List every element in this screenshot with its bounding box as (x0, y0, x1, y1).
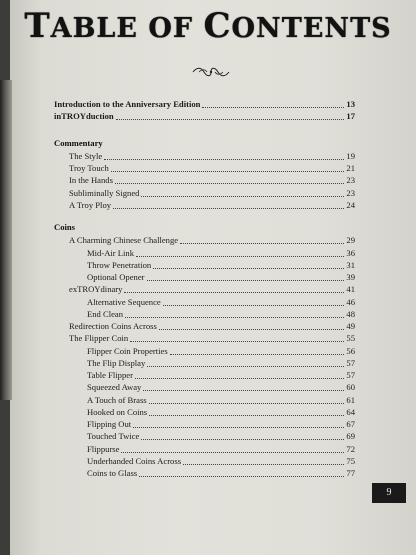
toc-entry[interactable] (87, 382, 355, 393)
toc-entry-title: inTROYduction (54, 111, 114, 122)
dot-leader (159, 328, 345, 330)
toc-entry-page: 49 (346, 321, 355, 331)
toc-entry-title: Flippurse (87, 443, 120, 454)
section-heading: Commentary (54, 137, 103, 148)
toc-entry-page: 13 (346, 99, 355, 109)
toc-entry[interactable] (69, 200, 355, 211)
dot-leader (153, 267, 344, 269)
toc-entry[interactable] (87, 431, 355, 442)
toc-entry[interactable] (87, 395, 355, 406)
toc-entry-page: 55 (346, 333, 355, 344)
toc-entry[interactable] (69, 235, 355, 246)
toc-entry-title: Alternative Sequence (87, 296, 161, 307)
toc-entry[interactable] (87, 456, 355, 467)
dot-leader (149, 414, 344, 416)
dot-leader (147, 279, 345, 281)
toc-entry-title: Flipping Out (87, 419, 132, 429)
toc-entry-title: A Charming Chinese Challenge (69, 235, 179, 246)
toc-entry-title: Redirection Coins Across (69, 321, 157, 331)
toc-entry-page: 60 (346, 382, 355, 393)
toc-entry-title: The Flip Display (87, 357, 146, 368)
toc-entry-page: 57 (346, 357, 355, 368)
toc-entry-page: 56 (346, 345, 355, 356)
dot-leader (133, 426, 344, 428)
dot-leader (139, 475, 344, 477)
toc-entry-title: exTROYdinary (69, 284, 123, 295)
toc-entry-title: Squeezed Away (87, 382, 142, 393)
toc-entry-page: 46 (346, 296, 355, 307)
dot-leader (163, 304, 345, 306)
toc-entry-title: Throw Penetration (87, 259, 152, 270)
toc-entry[interactable] (87, 358, 355, 369)
dot-leader (141, 438, 344, 440)
toc-entry[interactable] (87, 260, 355, 271)
toc-entry[interactable] (69, 284, 355, 295)
toc-entry-page: 64 (346, 406, 355, 417)
toc-entry-page: 72 (346, 443, 355, 454)
toc-entry[interactable] (54, 99, 355, 110)
toc-entry-page: 23 (346, 187, 355, 198)
dot-leader (124, 291, 344, 293)
dot-leader (125, 316, 344, 318)
toc-entry-title: A Touch of Brass (87, 394, 147, 405)
toc-entry-page: 67 (346, 419, 355, 429)
toc-entry-title: The Flipper Coin (69, 333, 129, 344)
toc-entry-page: 29 (346, 235, 355, 246)
toc-entry[interactable] (87, 248, 355, 259)
dot-leader (115, 182, 344, 184)
toc-entry-title: Table Flipper (87, 370, 133, 380)
toc-entry-page: 61 (346, 394, 355, 405)
toc-entry[interactable] (87, 444, 355, 455)
toc-entry[interactable] (87, 419, 355, 430)
dot-leader (135, 377, 344, 379)
toc-entry-title: Underhanded Coins Across (87, 455, 182, 466)
toc-entry[interactable] (87, 309, 355, 320)
toc-entry-title: Hooked on Coins (87, 406, 148, 417)
dot-leader (136, 255, 344, 257)
toc-entry[interactable] (87, 407, 355, 418)
dot-leader (170, 353, 345, 355)
page-number: 9 (372, 483, 406, 503)
toc-entry[interactable] (87, 297, 355, 308)
toc-entry-page: 23 (346, 175, 355, 186)
dot-leader (121, 451, 344, 453)
toc-entry-title: A Troy Ploy (69, 199, 112, 210)
toc-entry[interactable] (69, 175, 355, 186)
toc-entry-page: 24 (346, 199, 355, 210)
toc-entry[interactable] (87, 272, 355, 283)
toc-entry[interactable] (69, 321, 355, 332)
toc-entry-title: Mid-Air Link (87, 247, 135, 258)
toc-entry[interactable] (69, 188, 355, 199)
toc-entry-title: Touched Twice (87, 431, 140, 442)
toc-entry-title: Flipper Coin Properties (87, 345, 168, 356)
toc-entry[interactable] (69, 151, 355, 162)
toc-entry-title: Troy Touch (69, 163, 109, 173)
toc-entry-page: 75 (346, 455, 355, 466)
dot-leader (116, 118, 345, 120)
toc-entry-page: 77 (346, 468, 355, 478)
toc-entry-page: 48 (346, 308, 355, 319)
toc-entry[interactable] (87, 370, 355, 381)
toc-entry-title: Subliminally Signed (69, 187, 140, 198)
toc-entry-page: 17 (346, 111, 355, 122)
toc-entry-page: 57 (346, 370, 355, 380)
toc-entry-title: End Clean (87, 308, 124, 319)
toc-entry-page: 69 (346, 431, 355, 442)
toc-entry-title: Introduction to the Anniversary Edition (54, 99, 201, 109)
toc-entry-page: 31 (346, 259, 355, 270)
section-heading: Coins (54, 222, 76, 232)
toc-entry-title: The Style (69, 150, 103, 161)
toc-entry[interactable] (54, 111, 355, 122)
toc-entry-page: 21 (346, 163, 355, 173)
dot-leader (113, 207, 344, 209)
dot-leader (143, 389, 344, 391)
page-title: TABLE OF CONTENTS (24, 6, 392, 46)
dot-leader (147, 365, 344, 367)
dot-leader (183, 463, 344, 465)
toc-entry-page: 36 (346, 247, 355, 258)
dot-leader (149, 402, 345, 404)
dot-leader (202, 106, 344, 108)
dot-leader (104, 158, 344, 160)
dot-leader (130, 340, 344, 342)
dot-leader (180, 242, 344, 244)
toc-entry-page: 19 (346, 150, 355, 161)
dot-leader (141, 195, 344, 197)
toc-entry[interactable] (69, 333, 355, 344)
toc-entry-page: 39 (346, 272, 355, 282)
toc-entry[interactable] (87, 468, 355, 479)
dot-leader (111, 170, 345, 172)
toc-entry-title: Coins to Glass (87, 468, 138, 478)
toc-entry[interactable] (87, 346, 355, 357)
toc-entry[interactable] (69, 163, 355, 174)
toc-entry-title: In the Hands (69, 175, 113, 186)
toc-entry-page: 41 (346, 284, 355, 295)
toc-entry-title: Optional Opener (87, 272, 145, 282)
